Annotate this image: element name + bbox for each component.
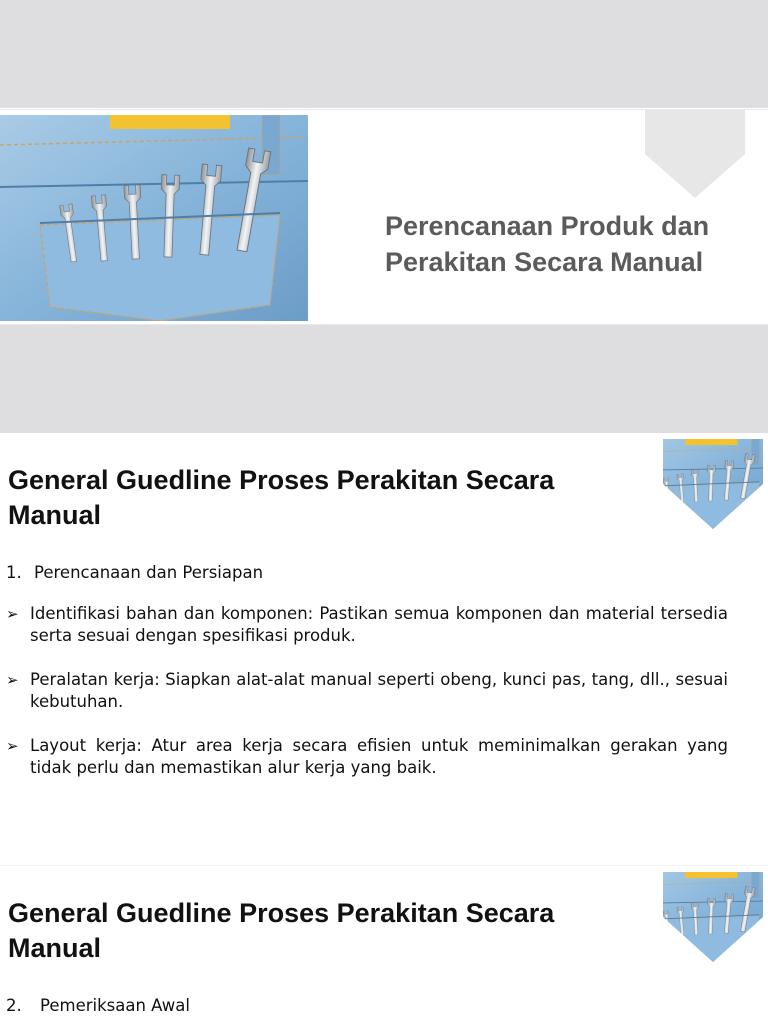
numbered-item: [6, 562, 263, 584]
middle-gray-band: [0, 325, 768, 433]
slide-title: General Guedline Proses Perakitan Secara Manual: [8, 898, 555, 963]
pocket-wrenches-badge-icon: [663, 872, 763, 962]
slide-general-guideline-2: [0, 865, 768, 1024]
arrow-bullet-icon: ➢: [6, 605, 19, 623]
top-gray-band: [0, 0, 768, 108]
item-number: 2.: [6, 996, 22, 1015]
numbered-item: [6, 995, 190, 1017]
item-text: Perencanaan dan Persiapan: [34, 563, 264, 582]
arrow-bullet-icon: ➢: [6, 737, 19, 755]
bullet-list: [6, 603, 728, 801]
item-number: 1.: [6, 563, 22, 582]
slide-title: General Guedline Proses Perakitan Secara Manual: [8, 465, 555, 530]
ribbon-decoration: [645, 110, 745, 198]
slide-general-guideline-1: [0, 433, 768, 865]
list-item: ➢ Identifikasi bahan dan komponen: Pastikan semua komponen dan material tersedia serta sesuai dengan spesifikasi produk.: [6, 604, 728, 645]
list-item: ➢ Layout kerja: Atur area kerja secara efisien untuk meminimalkan gerakan yang tidak perlu dan memastikan alur kerja yang baik.: [6, 736, 728, 777]
item-text: Pemeriksaan Awal: [40, 996, 190, 1015]
pocket-wrenches-badge-icon: [663, 439, 763, 529]
title-slide: [0, 109, 768, 325]
arrow-bullet-icon: ➢: [6, 671, 19, 689]
jeans-pocket-wrenches-image: [0, 115, 308, 321]
list-item: ➢ Peralatan kerja: Siapkan alat-alat manual seperti obeng, kunci pas, tang, dll., sesuai kebutuhan.: [6, 670, 728, 711]
presentation-title: Perencanaan Produk dan Perakitan Secara Manual: [385, 211, 710, 277]
